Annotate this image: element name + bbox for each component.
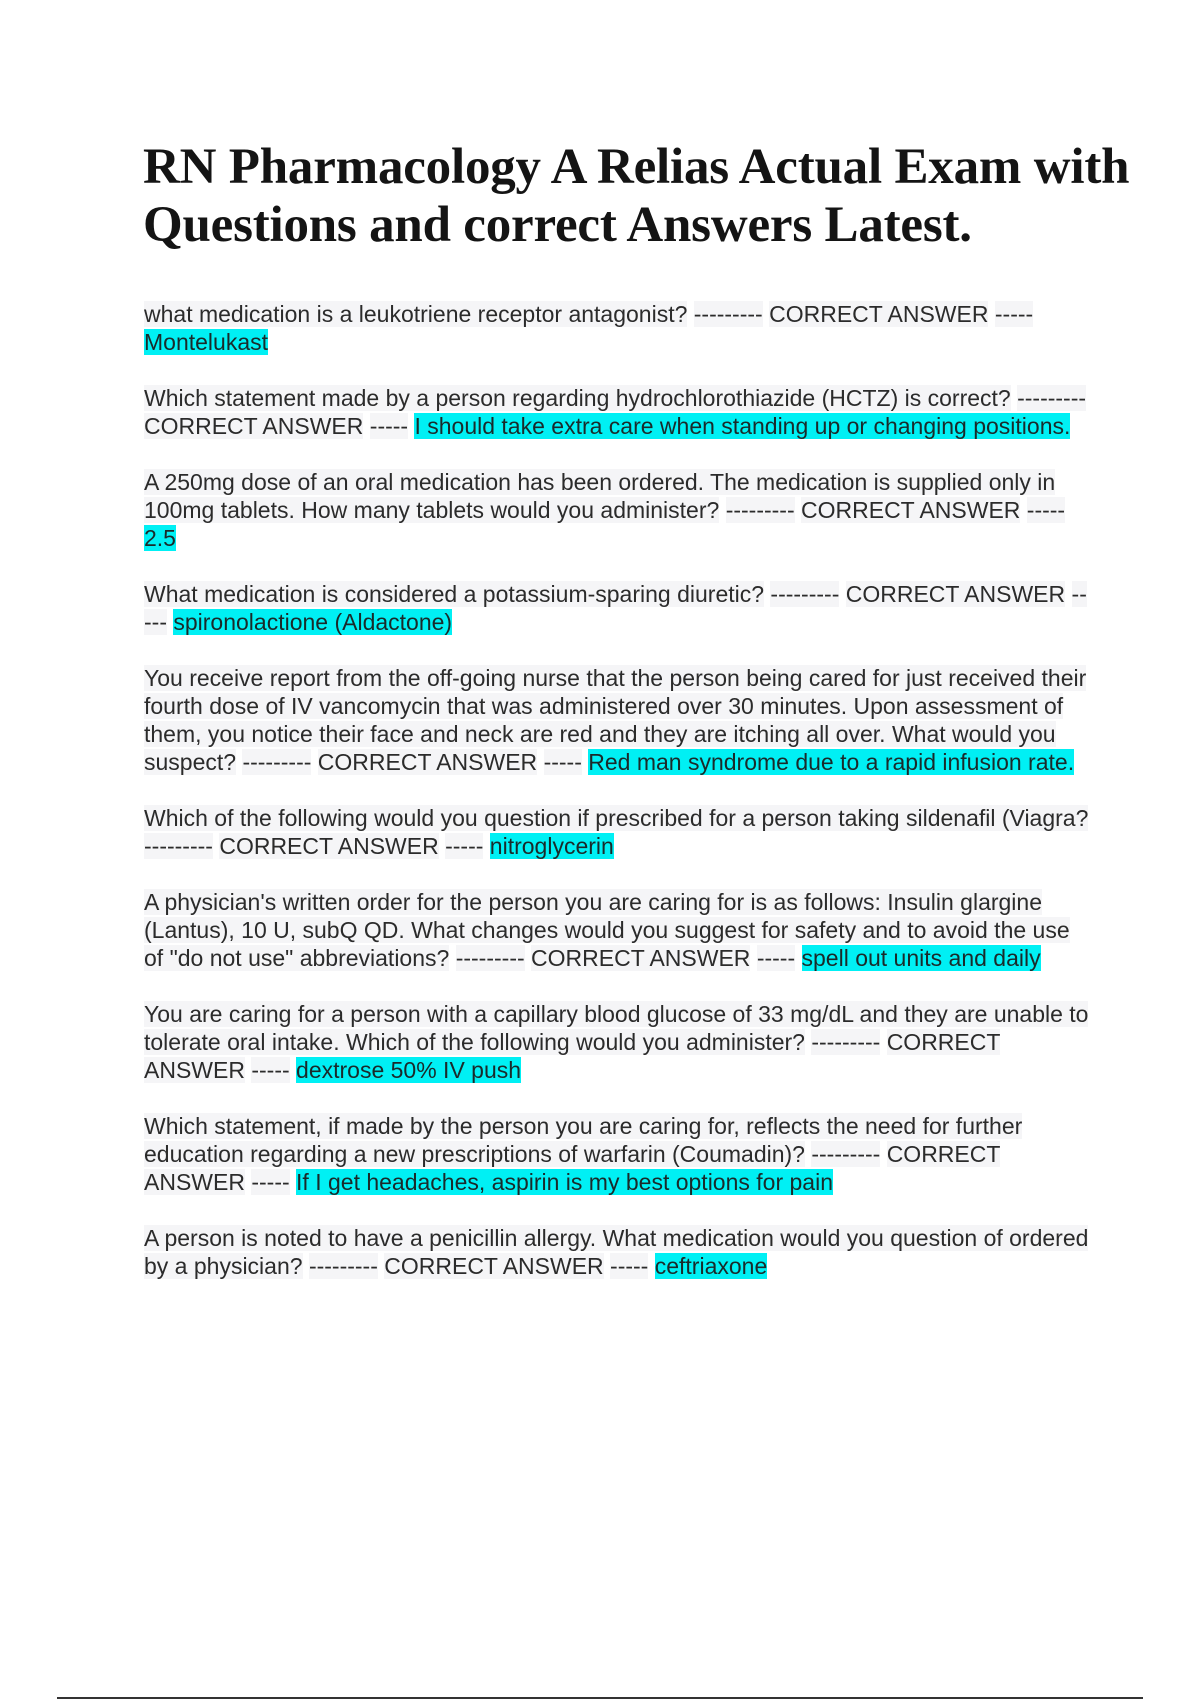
answer-separator: ----- <box>994 301 1034 327</box>
qa-item <box>144 468 1094 552</box>
question-text: A 250mg dose of an oral medication has been ordered. The medication is supplied only in 100mg tablets. How many tablets would you administer? <box>144 469 1056 523</box>
separator: --------- <box>770 581 840 607</box>
highlighted-answer: ceftriaxone <box>654 1253 768 1279</box>
answer-label: CORRECT ANSWER <box>801 497 1021 523</box>
qa-item <box>144 1224 1094 1280</box>
separator: --------- <box>1017 385 1087 411</box>
highlighted-answer: If I get headaches, aspirin is my best options for pain <box>296 1169 833 1195</box>
qa-item <box>144 580 1094 636</box>
highlighted-answer: dextrose 50% IV push <box>296 1057 522 1083</box>
qa-list <box>144 300 1094 1308</box>
question-text: what medication is a leukotriene receptor antagonist? <box>144 301 688 327</box>
question-text: What medication is considered a potassium-sparing diuretic? <box>144 581 765 607</box>
answer-label: CORRECT ANSWER <box>144 1141 1001 1195</box>
question-text: Which of the following would you question if prescribed for a person taking sildenafil (Viagra? <box>144 805 1089 831</box>
highlighted-answer: spell out units and daily <box>801 945 1041 971</box>
answer-label: CORRECT ANSWER <box>144 413 364 439</box>
separator: --------- <box>811 1029 881 1055</box>
footer-divider <box>57 1697 1143 1699</box>
question-text: You receive report from the off-going nurse that the person being cared for just received their fourth dose of IV vancomycin that was administered over 30 minutes. Upon assessment of them, you notice their face and neck are red and they are itching all over. What would you suspect? <box>144 665 1087 775</box>
answer-label: CORRECT ANSWER <box>845 581 1066 607</box>
answer-label: CORRECT ANSWER <box>144 1029 1001 1083</box>
answer-separator: ----- <box>756 945 796 971</box>
highlighted-answer: spironolactione (Aldactone) <box>173 609 453 635</box>
answer-separator: ----- <box>251 1057 290 1083</box>
answer-separator: ----- <box>610 1253 649 1279</box>
separator: --------- <box>811 1141 881 1167</box>
separator: --------- <box>455 945 525 971</box>
highlighted-answer: nitroglycerin <box>489 833 614 859</box>
qa-item <box>144 664 1094 776</box>
answer-label: CORRECT ANSWER <box>384 1253 604 1279</box>
question-text: Which statement, if made by the person you are caring for, reflects the need for further education regarding a new prescriptions of warfarin (Coumadin)? <box>144 1113 1023 1167</box>
answer-separator: ----- <box>543 749 582 775</box>
separator: --------- <box>144 833 213 859</box>
separator: --------- <box>308 1253 378 1279</box>
qa-item <box>144 888 1094 972</box>
answer-separator: ----- <box>144 581 1087 635</box>
answer-separator: ----- <box>251 1169 290 1195</box>
qa-item <box>144 300 1094 356</box>
question-text: You are caring for a person with a capillary blood glucose of 33 mg/dL and they are unable to tolerate oral intake. Which of the following would you administer? <box>144 1001 1089 1055</box>
qa-item <box>144 804 1094 860</box>
question-text: A person is noted to have a penicillin allergy. What medication would you question of ordered by a physician? <box>144 1225 1089 1279</box>
separator: --------- <box>725 497 795 523</box>
highlighted-answer: 2.5 <box>144 525 176 551</box>
answer-separator: ----- <box>1026 497 1066 523</box>
highlighted-answer: I should take extra care when standing up or changing positions. <box>414 413 1071 439</box>
document-title: RN Pharmacology A Relias Actual Exam with Questions and correct Answers Latest. <box>143 139 1130 253</box>
separator: --------- <box>693 301 763 327</box>
question-text: A physician's written order for the person you are caring for is as follows: Insulin glargine (Lantus), 10 U, subQ QD. What changes would you suggest for safety and to avoid the use of "do not use" abbreviations? <box>144 889 1070 971</box>
highlighted-answer: Red man syndrome due to a rapid infusion rate. <box>588 749 1075 775</box>
question-text: Which statement made by a person regarding hydrochlorothiazide (HCTZ) is correct? <box>144 385 1011 411</box>
answer-label: CORRECT ANSWER <box>219 833 439 859</box>
highlighted-answer: Montelukast <box>144 329 269 355</box>
qa-item <box>144 384 1094 440</box>
answer-label: CORRECT ANSWER <box>317 749 538 775</box>
answer-label: CORRECT ANSWER <box>531 945 751 971</box>
separator: --------- <box>242 749 312 775</box>
answer-separator: ----- <box>445 833 484 859</box>
qa-item <box>144 1000 1094 1084</box>
answer-label: CORRECT ANSWER <box>769 301 989 327</box>
answer-separator: ----- <box>369 413 409 439</box>
qa-item <box>144 1112 1094 1196</box>
